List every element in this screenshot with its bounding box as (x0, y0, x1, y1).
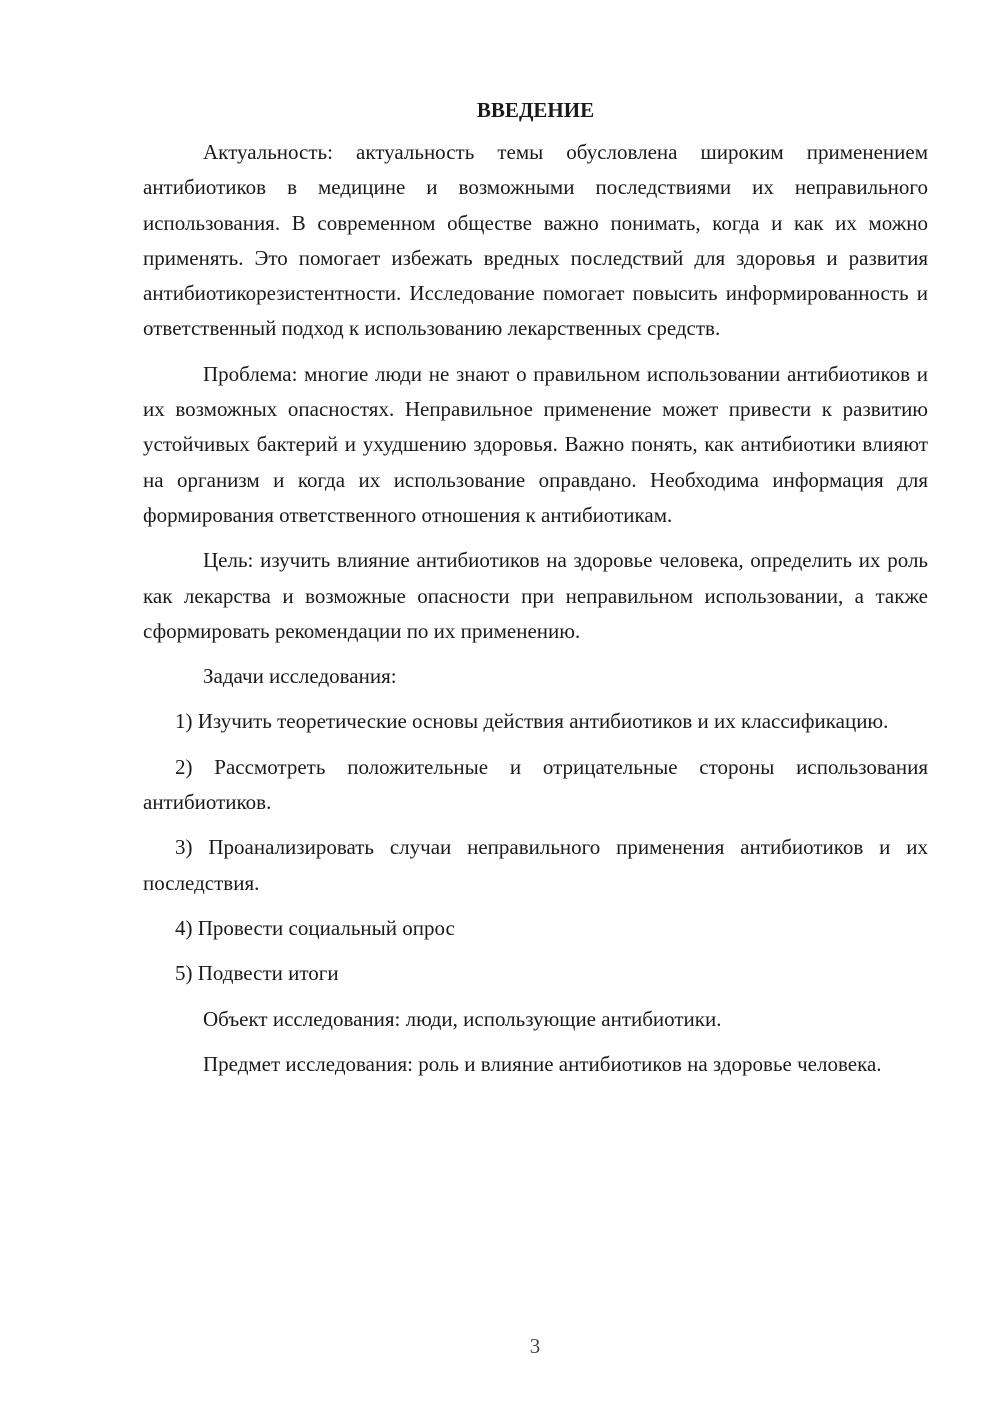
paragraph-object: Объект исследования: люди, использующие антибиотики. (203, 1006, 722, 1031)
page-title: ВВЕДЕНИЕ (476, 98, 595, 122)
task-item-4: 4) Провести социальный опрос (175, 915, 455, 940)
tasks-heading: Задачи исследования: (203, 664, 397, 689)
task-item-1: 1) Изучить теоретические основы действия антибиотиков и их классификацию. (175, 709, 889, 734)
paragraph-relevance: Актуальность: актуальность темы обусловлена широким применением антибиотиков в медицине и возможными последствиями их неправильного использования. В современном обществе важно понимать, когда и как их можно применять. Это помогает избежать вредных последствий для здоровья и развития антибиотикорезистентности. Исследование помогает повысить информированность и ответственный подход к использованию лекарственных средств. (143, 140, 928, 341)
page-number: 3 (529, 1334, 541, 1358)
document-page (143, 95, 928, 1092)
task-item-5: 5) Подвести итоги (175, 961, 339, 986)
task-item-3: 3) Проанализировать случаи неправильного применения антибиотиков и их последствия. (143, 835, 928, 895)
paragraph-problem: Проблема: многие люди не знают о правильном использовании антибиотиков и их возможных опасностях. Неправильное применение может привести к развитию устойчивых бактерий и ухудшению здоровья. Важно понять, как антибиотики влияют на организм и когда их использование оправдано. Необходима информация для формирования ответственного отношения к антибиотикам. (143, 361, 928, 527)
task-item-2: 2) Рассмотреть положительные и отрицательные стороны использования антибиотиков. (143, 754, 928, 815)
paragraph-subject: Предмет исследования: роль и влияние антибиотиков на здоровье человека. (203, 1051, 882, 1076)
paragraph-goal: Цель: изучить влияние антибиотиков на здоровье человека, определить их роль как лекарства и возможные опасности при неправильном использовании, а также сформировать рекомендации по их применению. (143, 548, 928, 643)
